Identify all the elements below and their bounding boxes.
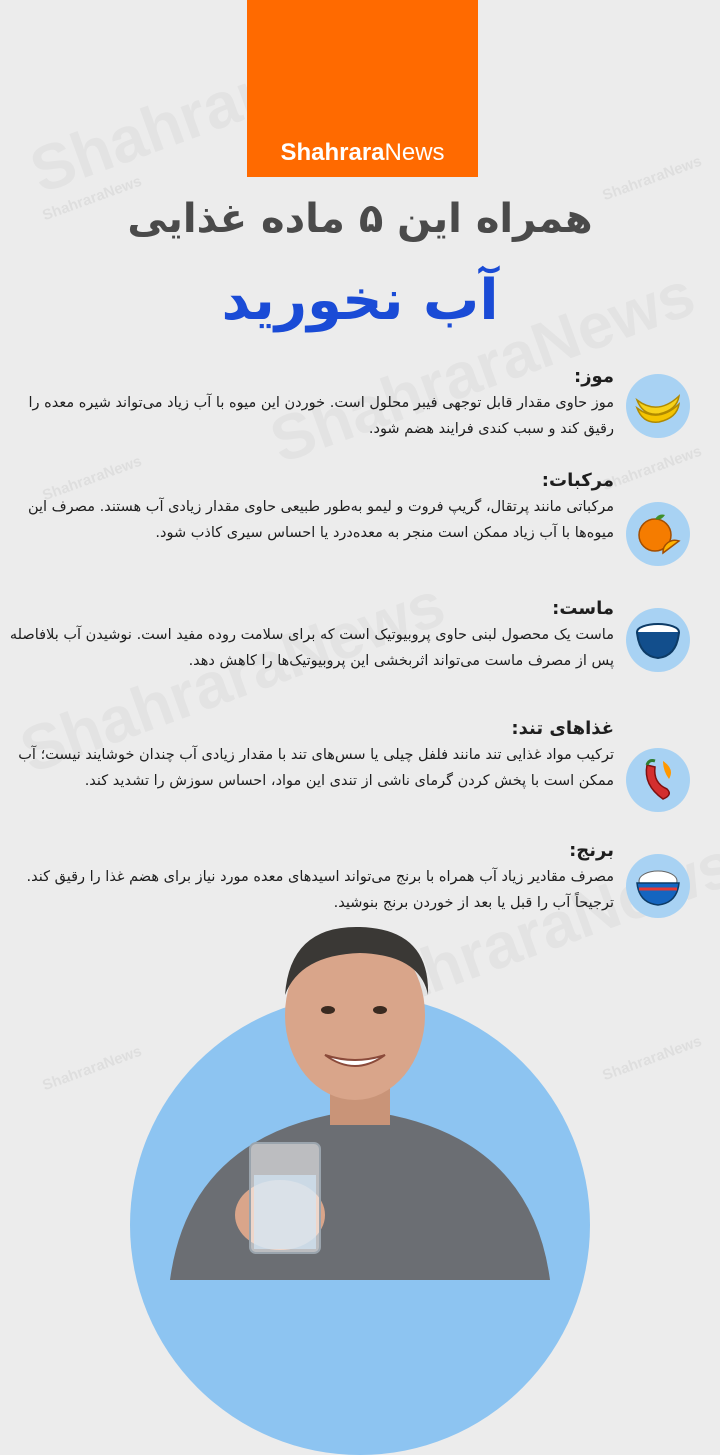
man-holding-water-photo (130, 915, 590, 1280)
watermark: ShahraraNews (600, 442, 704, 495)
item-body: موز حاوی مقدار قابل توجهی فیبر محلول است. خوردن این میوه با آب زیاد می‌تواند شیره معده را رقیق کند و سبب کندی فرایند هضم شود. (28, 395, 614, 437)
item-body: مصرف مقادیر زیاد آب همراه با برنج می‌تواند اسیدهای معده مورد نیاز برای هضم غذا را رقیق کند. ترجیحاً آب را قبل یا بعد از خوردن برنج بنوشید. (26, 869, 614, 911)
brand-name: ShahraraNews (280, 139, 445, 166)
item-body: مرکباتی مانند پرتقال، گریپ فروت و لیمو به‌طور طبیعی حاوی مقدار زیادی آب هستند. مصرف این میوه‌ها با آب زیاد ممکن است منجر به معده‌درد یا احساس سیری کاذب شود. (27, 499, 614, 541)
page-title: همراه این ۵ ماده غذایی (127, 196, 593, 242)
watermark: ShahraraNews (600, 1032, 704, 1085)
item-heading: ماست: (552, 598, 614, 619)
item-heading: مرکبات: (541, 470, 614, 491)
watermark: ShahraraNews (600, 152, 704, 205)
watermark: ShahraraNews (40, 172, 144, 225)
brand-logo (247, 0, 478, 177)
item-heading: برنج: (569, 840, 614, 861)
chili-pepper-icon (626, 748, 690, 812)
yogurt-bowl-icon (626, 608, 690, 672)
rice-bowl-icon (626, 854, 690, 918)
watermark: ShahraraNews (40, 1042, 144, 1095)
list-item (0, 718, 690, 828)
item-heading: غذاهای تند: (511, 718, 614, 739)
item-body: ترکیب مواد غذایی تند مانند فلفل چیلی یا سس‌های تند با مقدار زیادی آب چندان خوشایند نیست؛ آب ممکن است با پخش کردن گرمای ناشی از تندی این مواد، احساس سوزش را تشدید کند. (18, 747, 614, 789)
list-item (0, 366, 690, 476)
item-body: ماست یک محصول لبنی حاوی پروبیوتیک است که برای سلامت روده مفید است. نوشیدن آب بلافاصله پس از مصرف ماست می‌تواند اثربخشی این پروبیوتیک‌ها را کاهش دهد. (9, 627, 614, 669)
page-subtitle: آب نخورید (221, 268, 499, 333)
banana-icon (626, 374, 690, 438)
watermark: ShahraraNews (40, 452, 144, 505)
item-heading: موز: (574, 366, 614, 387)
list-item (0, 470, 690, 580)
orange-icon (626, 502, 690, 566)
list-item (0, 598, 690, 708)
